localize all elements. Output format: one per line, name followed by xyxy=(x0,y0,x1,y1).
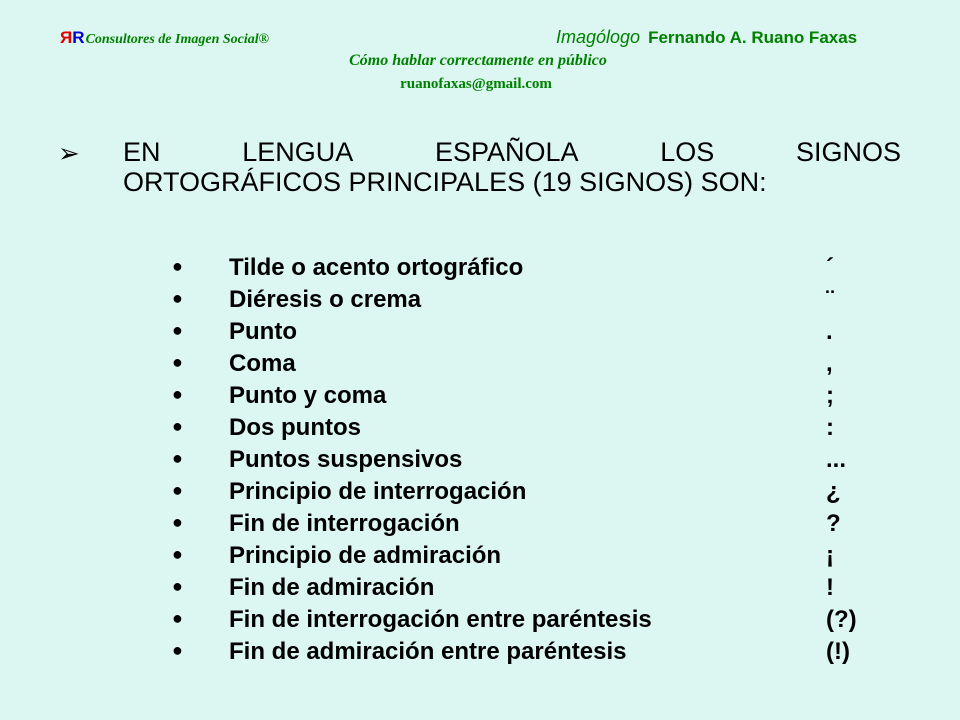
list-item xyxy=(0,254,960,286)
sign-label: Punto xyxy=(229,318,297,345)
list-item xyxy=(0,318,960,350)
author-name: Fernando A. Ruano Faxas xyxy=(648,28,858,47)
heading xyxy=(123,137,901,197)
bullet-icon: ● xyxy=(172,576,183,596)
sign-symbol: (?) xyxy=(826,606,857,633)
list-item xyxy=(0,414,960,446)
heading-line-1 xyxy=(123,137,901,167)
sign-symbol: ; xyxy=(826,382,834,409)
bullet-icon: ● xyxy=(172,288,183,308)
heading-word: LENGUA xyxy=(242,137,354,167)
list-item xyxy=(0,606,960,638)
heading-word: SIGNOS xyxy=(795,137,901,167)
list-item xyxy=(0,478,960,510)
sign-symbol: (!) xyxy=(826,638,850,665)
sign-label: Puntos suspensivos xyxy=(229,446,463,473)
brand xyxy=(60,28,269,48)
sign-label: Fin de interrogación entre paréntesis xyxy=(229,606,652,633)
list-item xyxy=(0,446,960,478)
list-item xyxy=(0,286,960,318)
sign-symbol: ? xyxy=(826,510,841,537)
sign-symbol: ! xyxy=(826,574,834,601)
list-item xyxy=(0,638,960,670)
bullet-icon: ● xyxy=(172,384,183,404)
sign-symbol: : xyxy=(826,414,834,441)
sign-symbol: ¡ xyxy=(826,542,834,569)
brand-text: Consultores de Imagen Social® xyxy=(85,32,270,47)
subtitle: Cómo hablar correctamente en público xyxy=(349,52,607,69)
bullet-icon: ● xyxy=(172,448,183,468)
sign-symbol: ´ xyxy=(826,254,834,281)
sign-label: Tilde o acento ortográfico xyxy=(229,254,524,281)
list-item xyxy=(0,510,960,542)
author-line xyxy=(556,27,857,48)
sign-symbol: , xyxy=(826,350,833,377)
heading-word: ESPAÑOLA xyxy=(434,137,579,167)
bullet-icon: ● xyxy=(172,608,183,628)
sign-label: Punto y coma xyxy=(229,382,387,409)
heading-line-2: ORTOGRÁFICOS PRINCIPALES (19 SIGNOS) SON: xyxy=(123,167,767,197)
signs-list xyxy=(0,254,960,670)
sign-label: Fin de interrogación xyxy=(229,510,460,537)
bullet-icon: ● xyxy=(172,256,183,276)
heading-word: EN xyxy=(123,137,161,167)
bullet-icon: ● xyxy=(172,544,183,564)
brand-mark-r-mirrored: R xyxy=(60,28,73,47)
sign-label: Fin de admiración xyxy=(229,574,435,601)
sign-symbol: ... xyxy=(826,446,847,473)
arrow-bullet-icon: ➢ xyxy=(58,138,80,168)
sign-label: Diéresis o crema xyxy=(229,286,422,313)
sign-symbol: ¿ xyxy=(826,478,841,505)
list-item xyxy=(0,350,960,382)
bullet-icon: ● xyxy=(172,320,183,340)
sign-symbol: ¨ xyxy=(826,286,834,313)
sign-label: Fin de admiración entre paréntesis xyxy=(229,638,627,665)
bullet-icon: ● xyxy=(172,512,183,532)
author-role: Imagólogo xyxy=(556,27,641,47)
list-item xyxy=(0,542,960,574)
bullet-icon: ● xyxy=(172,352,183,372)
bullet-icon: ● xyxy=(172,480,183,500)
heading-word: LOS xyxy=(660,137,715,167)
brand-mark-r: R xyxy=(72,28,85,47)
bullet-icon: ● xyxy=(172,640,183,660)
sign-label: Dos puntos xyxy=(229,414,361,441)
list-item xyxy=(0,382,960,414)
email: ruanofaxas@gmail.com xyxy=(400,76,552,92)
bullet-icon: ● xyxy=(172,416,183,436)
sign-label: Principio de interrogación xyxy=(229,478,527,505)
sign-label: Principio de admiración xyxy=(229,542,502,569)
list-item xyxy=(0,574,960,606)
sign-label: Coma xyxy=(229,350,296,377)
sign-symbol: . xyxy=(826,318,833,345)
